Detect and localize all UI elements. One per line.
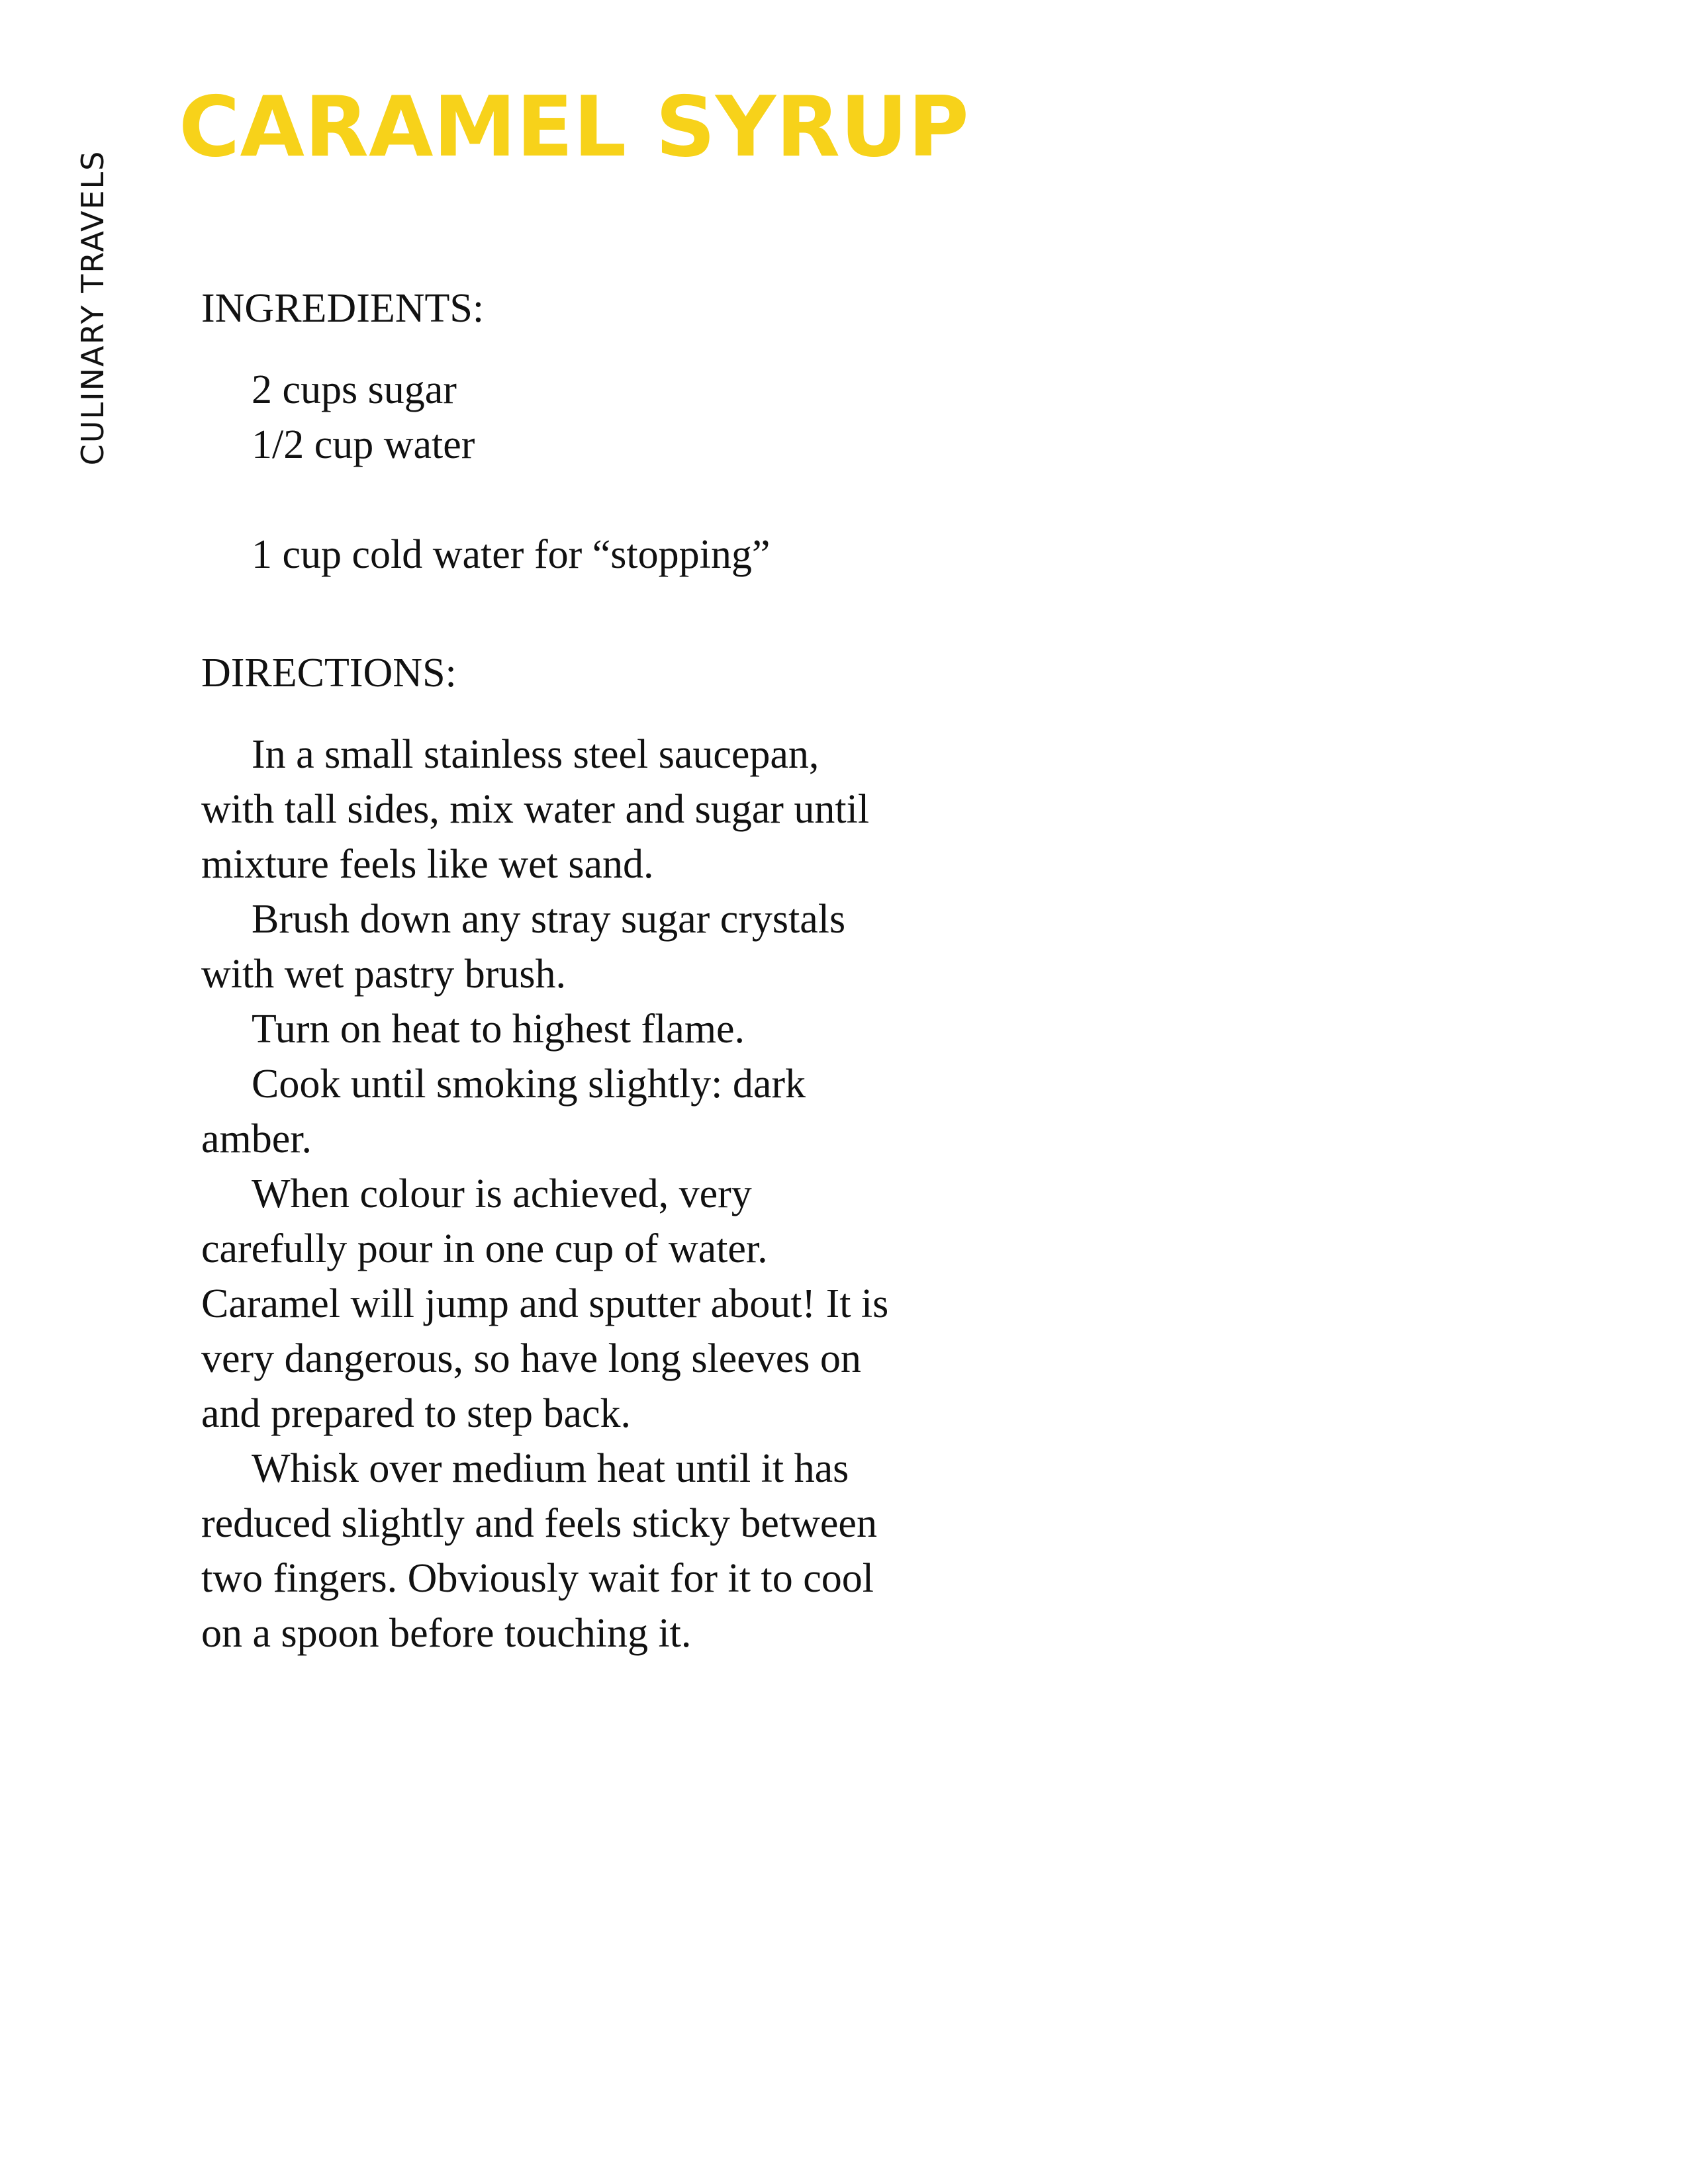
page-title: CARAMEL SYRUP: [179, 78, 969, 175]
direction-paragraph: When colour is achieved, very carefully pour in one cup of water. Caramel will jump and sputter about! It is very dangerous, so have long sleeves on and prepared to step back.: [201, 1171, 889, 1436]
direction-paragraph: Whisk over medium heat until it has reduced slightly and feels sticky between two fingers. Obviously wait for it to cool on a spoon before touching it.: [201, 1446, 877, 1656]
ingredient-item: 1/2 cup water: [252, 422, 475, 467]
ingredient-item: 2 cups sugar: [252, 367, 457, 412]
direction-paragraph: Cook until smoking slightly: dark amber.: [201, 1062, 806, 1161]
direction-paragraph: Turn on heat to highest flame.: [252, 1007, 745, 1052]
directions-heading: DIRECTIONS:: [201, 651, 457, 696]
direction-paragraph: Brush down any stray sugar crystals with wet pastry brush.: [201, 897, 846, 997]
ingredients-heading: INGREDIENTS:: [201, 286, 485, 331]
recipe-content: [201, 281, 896, 1661]
ingredient-item: 1 cup cold water for “stopping”: [252, 532, 771, 577]
ingredients-list: [201, 363, 896, 582]
directions-text: [201, 727, 896, 1661]
side-label: CULINARY TRAVELS: [75, 150, 111, 466]
direction-paragraph: In a small stainless steel saucepan, with tall sides, mix water and sugar until mixture feels like wet sand.: [201, 732, 870, 887]
